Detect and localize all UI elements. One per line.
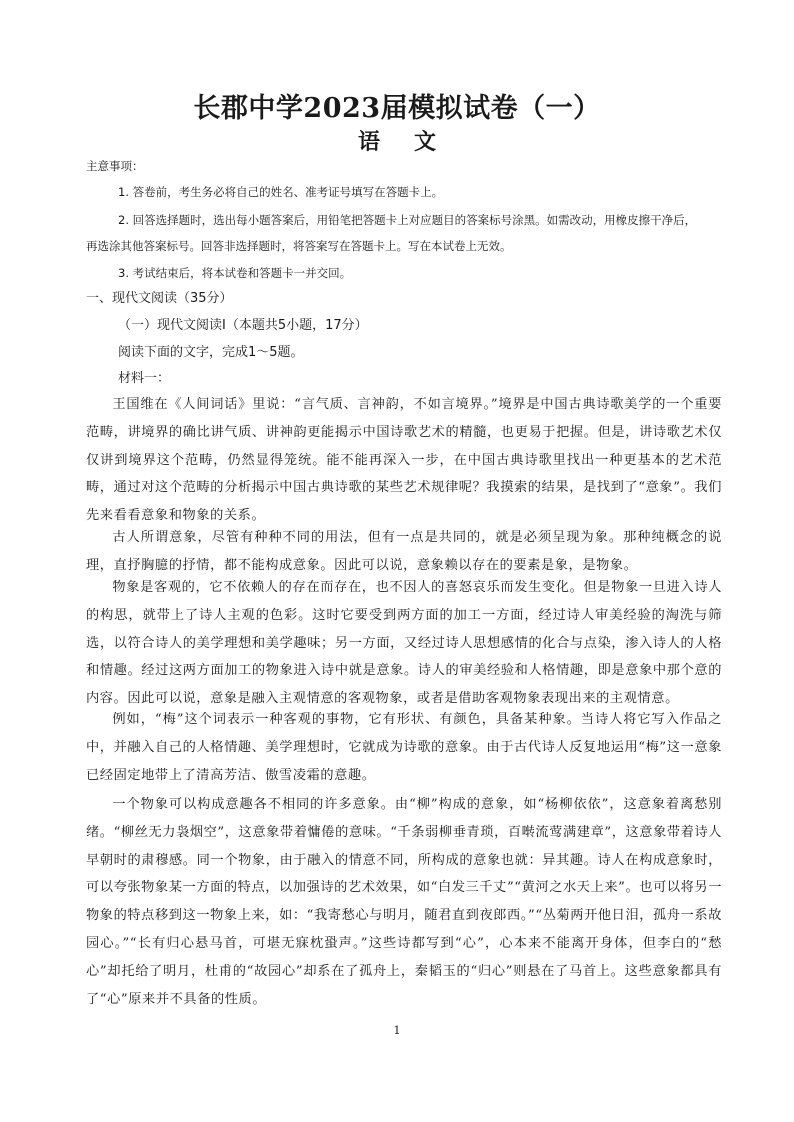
- notes-heading: 主意事项：: [86, 159, 144, 173]
- paragraph-1: 王国维在《人间词话》里说：“言气质、言神韵，不如言境界。”境界是中国古典诗歌美学的一个重要范畴，讲境界的确比讲气质、讲神韵更能揭示中国诗歌艺术的精髓，也更易于把握。但是，讲诗歌艺术仅仅讲到境界这个范畴，仍然显得笼统。能不能再深入一步，在中国古典诗歌里找出一种更基本的艺术范畴，通过对这个范畴的分析揭示中国古典诗歌的某些艺术规律呢？我摸索的结果，是找到了“意象”。我们先来看看意象和物象的关系。: [86, 397, 722, 524]
- notes-item-2-line-2: 再选涂其他答案标号。回答非选择题时，将答案写在答题卡上。写在本试卷上无效。: [86, 239, 512, 253]
- reading-instruction: 阅读下面的文字，完成1～5题。: [118, 345, 304, 360]
- subject-char-1: 语: [357, 129, 380, 155]
- section-sub-heading: （一）现代文阅读Ⅰ（本题共5小题，17分）: [118, 318, 368, 333]
- exam-title: 长郡中学2023届模拟试卷（一）: [193, 93, 601, 124]
- notes-item-3: 3. 考试结束后，将本试卷和答题卡一并交回。: [118, 266, 352, 280]
- material-label: 材料一：: [118, 371, 171, 386]
- section-heading: 一、现代文阅读（35分）: [86, 291, 233, 306]
- paragraph-5: 一个物象可以构成意趣各不相同的许多意象。由“柳”构成的意象，如“杨柳依依”，这意象着离愁别绪。“柳丝无力袅烟空”，这意象带着慵倦的意味。“千条弱柳垂青琐，百啭流莺满建章”，这意象带着诗人早朝时的肃穆感。同一个物象，由于融入的情意不同，所构成的意象也就：异其趣。诗人在构成意象时，可以夸张物象某一方面的特点，以加强诗的艺术效果，如“白发三千丈”“黄河之水天上来”。也可以将另一物象的特点移到这一物象上来，如：“我寄愁心与明月，随君直到夜郎西。”“丛菊两开他日泪，孤舟一系故园心。”“长有归心悬马首，可堪无寐枕蛩声。”这些诗都写到“心”，心本来不能离开身体，但李白的“愁心”却托给了明月，杜甫的“故园心”却系在了孤舟上，秦韬玉的“归心”则悬在了马首上。这些意象都具有了“心”原来并不具备的性质。: [86, 797, 723, 1007]
- notes-item-1: 1. 答卷前，考生务必将自己的姓名、准考证号填写在答题卡上。: [118, 185, 444, 199]
- subject-title: [0, 125, 794, 156]
- paragraph-4: 例如，“梅”这个词表示一种客观的事物，它有形状、有颜色，具备某种象。当诗人将它写入作品之中，并融入自己的人格情趣、美学理想时，它就成为诗歌的意象。由于古代诗人反复地运用“梅”这一意象已经固定地带上了清高芳洁、傲雪凌霜的意趣。: [86, 712, 722, 783]
- page-number: 1: [393, 1024, 401, 1037]
- paragraph-3: 物象是客观的，它不依赖人的存在而存在，也不因人的喜怒哀乐而发生变化。但是物象一旦进入诗人的构思，就带上了诗人主观的色彩。这时它要受到两方面的加工一方面，经过诗人审美经验的淘洗与筛选，以符合诗人的美学理想和美学趣味；另一方面，又经过诗人思想感情的化合与点染，渗入诗人的人格和情趣。经过这两方面加工的物象进入诗中就是意象。诗人的审美经验和人格情趣，即是意象中那个意的内容。因此可以说，意象是融入主观情意的客观物象，或者是借助客观物象表现出来的主观情意。: [86, 580, 722, 707]
- notes-item-2-line-1: 2. 回答选择题时，选出每小题答案后，用铅笔把答题卡上对应题目的答案标号涂黑。如需改动，用橡皮擦干净后，: [118, 213, 697, 227]
- subject-char-2: 文: [414, 129, 437, 155]
- paragraph-2: 古人所谓意象，尽管有种种不同的用法，但有一点是共同的，就是必须呈现为象。那种纯概念的说理，直抒胸臆的抒情，都不能构成意象。因此可以说，意象赖以存在的要素是象，是物象。: [86, 530, 722, 573]
